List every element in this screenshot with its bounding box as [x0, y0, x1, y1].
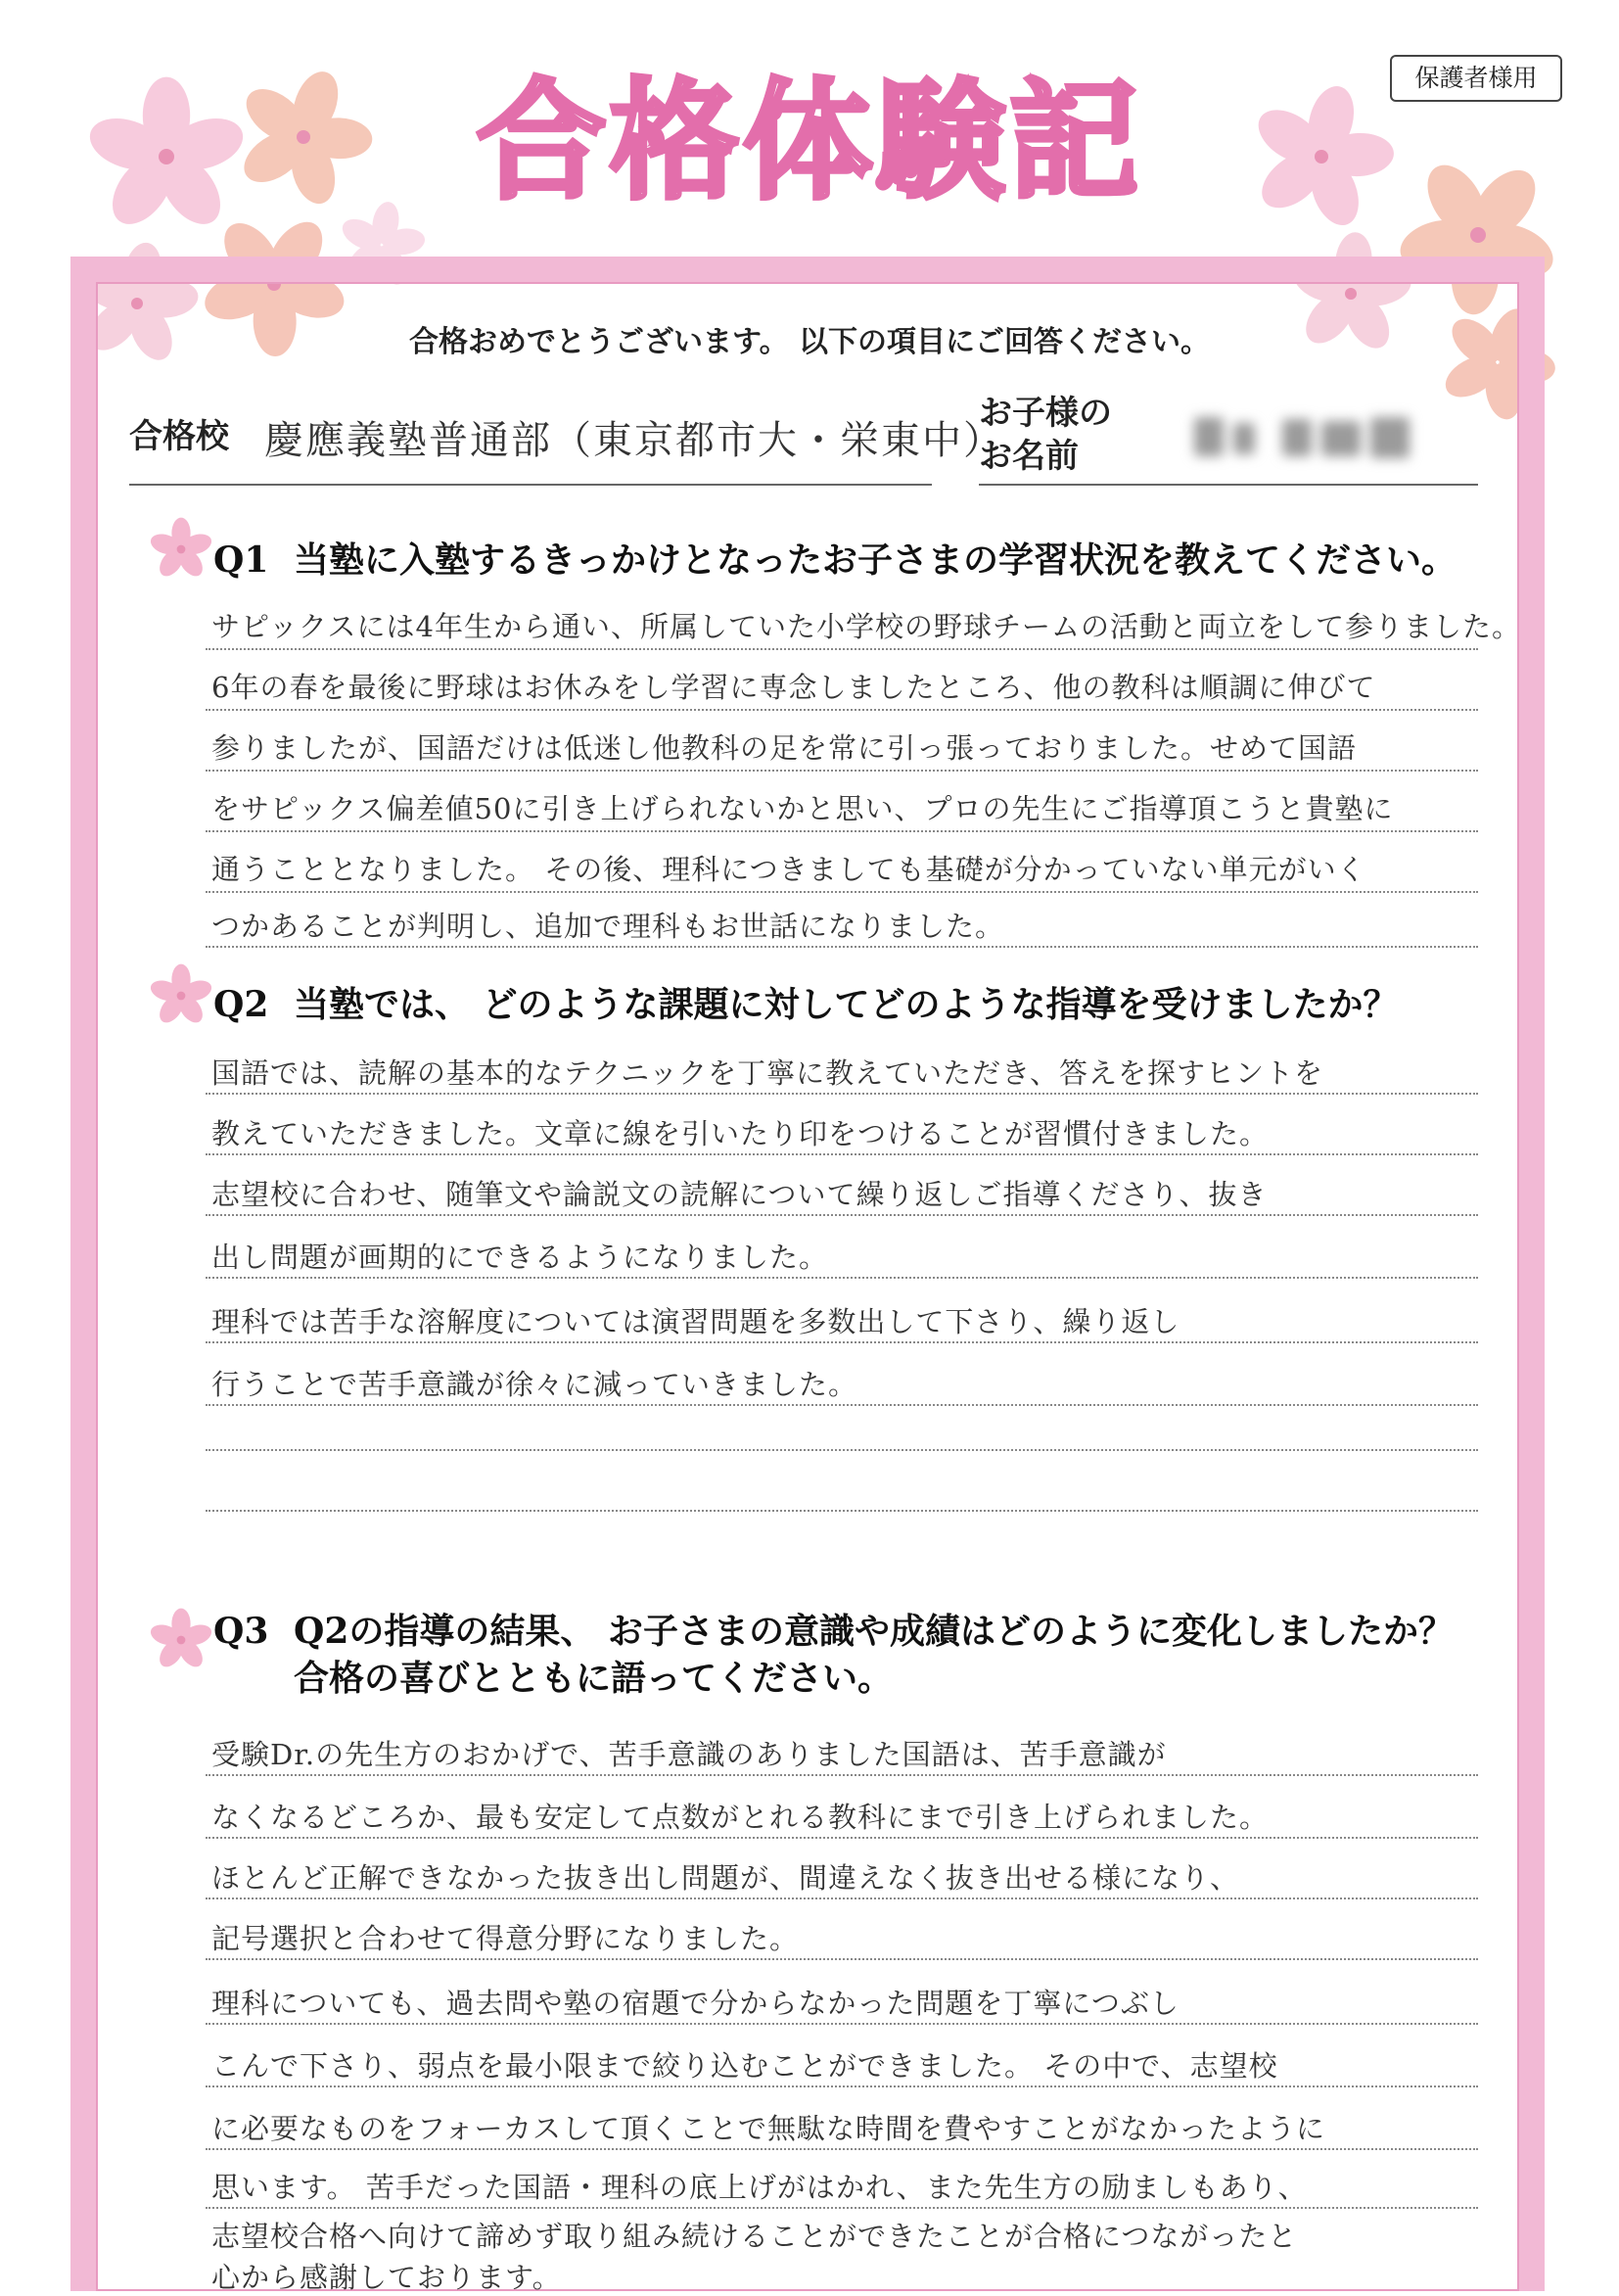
ruled-line — [206, 1774, 1478, 1776]
answer-line: に必要なものをフォーカスして頂くことで無駄な時間を費やすことがなかったように — [211, 2112, 1325, 2145]
flower-icon — [147, 961, 215, 1030]
question-2 — [213, 981, 1399, 1028]
answer-line: 理科についても、過去問や塾の宿題で分からなかった問題を丁寧につぶし — [211, 1987, 1180, 2020]
question-number: Q1 — [213, 539, 269, 581]
question-3 — [213, 1608, 1454, 1702]
ruled-line — [206, 1153, 1478, 1155]
ruled-line — [206, 648, 1478, 650]
intro-text: 合格おめでとうございます。 以下の項目にご回答ください。 — [408, 325, 1211, 359]
answer-line: 教えていただきました。文章に線を引いたり印をつけることが習慣付きました。 — [211, 1117, 1270, 1150]
question-text-line-2: 合格の喜びとともに語ってください。 — [294, 1658, 894, 1699]
question-text: 当塾では、 どのような課題に対してどのような指導を受けましたか？ — [294, 984, 1399, 1025]
answer-line: 6年の春を最後に野球はお休みをし学習に専念しましたところ、他の教科は順調に伸びて — [211, 671, 1376, 704]
answer-line: サピックスには4年生から通い、所属していた小学校の野球チームの活動と両立をして参りました。 — [211, 610, 1522, 643]
ruled-line — [206, 2085, 1478, 2087]
question-text: 当塾に入塾するきっかけとなったお子さまの学習状況を教えてください。 — [294, 539, 1457, 581]
ruled-line — [206, 1404, 1478, 1406]
answer-line: 出し問題が画期的にできるようになりました。 — [211, 1241, 829, 1274]
ruled-line — [206, 1341, 1478, 1343]
school-underline — [129, 484, 932, 486]
name-label-line-2: お名前 — [979, 437, 1079, 476]
ruled-line — [206, 1277, 1478, 1279]
answer-line: 思います。 苦手だった国語・理科の底上げがはかれ、また先生方の励ましもあり、 — [211, 2171, 1308, 2204]
name-underline — [979, 484, 1478, 486]
school-label: 合格校 — [129, 417, 229, 456]
answer-line: つかあることが判明し、追加で理科もお世話になりました。 — [211, 910, 1005, 943]
question-number: Q3 — [213, 1611, 269, 1652]
answer-line: ほとんど正解できなかった抜き出し問題が、間違えなく抜き出せる様になり、 — [211, 1861, 1240, 1895]
answer-line: 心から感謝しております。 — [211, 2261, 562, 2294]
answer-line: 理科では苦手な溶解度については演習問題を多数出して下さり、繰り返し — [211, 1305, 1180, 1338]
ruled-line — [206, 1898, 1478, 1899]
answer-line: 通うこととなりました。 その後、理科につきましても基礎が分かっていない単元がいく — [211, 853, 1366, 886]
answer-line: 行うことで苦手意識が徐々に減っていきました。 — [211, 1368, 858, 1401]
ruled-line — [206, 1510, 1478, 1512]
flower-icon — [147, 1606, 215, 1674]
ruled-line — [206, 1958, 1478, 1960]
answer-line: をサピックス偏差値50に引き上げられないかと思い、プロの先生にご指導頂こうと貴塾に — [211, 792, 1394, 825]
ruled-line — [206, 891, 1478, 893]
ruled-line — [206, 1093, 1478, 1095]
question-text: Q2の指導の結果、 お子さまの意識や成績はどのように変化しましたか？ — [294, 1611, 1454, 1652]
answer-line: 志望校に合わせ、随筆文や論説文の読解について繰り返しご指導くださり、抜き — [211, 1178, 1268, 1211]
question-number: Q2 — [213, 984, 269, 1025]
school-value: 慶應義塾普通部（東京都市大・栄東中） — [264, 418, 1004, 463]
audience-badge: 保護者様用 — [1390, 55, 1562, 102]
ruled-line — [206, 946, 1478, 948]
ruled-line — [206, 2023, 1478, 2025]
answer-line: こんで下さり、弱点を最小限まで絞り込むことができました。 その中で、志望校 — [211, 2049, 1278, 2083]
flower-icon — [147, 515, 215, 584]
ruled-line — [206, 830, 1478, 832]
page-title: 合格体験記 — [477, 66, 1142, 217]
ruled-line — [206, 2148, 1478, 2150]
ruled-line — [206, 770, 1478, 772]
ruled-line — [206, 709, 1478, 711]
answer-line: なくなるどころか、最も安定して点数がとれる教科にまで引き上げられました。 — [211, 1801, 1270, 1834]
name-label — [979, 392, 1112, 478]
answer-line: 参りましたが、国語だけは低迷し他教科の足を常に引っ張っておりました。せめて国語 — [211, 731, 1358, 765]
answer-line: 志望校合格へ向けて諦めず取り組み続けることができたことが合格につながったと — [211, 2220, 1298, 2253]
name-redacted — [1194, 409, 1419, 464]
answer-line: 受験Dr.の先生方のおかげで、苦手意識のありました国語は、苦手意識が — [211, 1738, 1167, 1771]
name-label-line-1: お子様の — [979, 394, 1112, 433]
ruled-line — [206, 1449, 1478, 1451]
ruled-line — [206, 2207, 1478, 2209]
answer-line: 国語では、読解の基本的なテクニックを丁寧に教えていただき、答えを探すヒントを — [211, 1056, 1323, 1090]
ruled-line — [206, 1837, 1478, 1839]
question-1 — [213, 537, 1457, 584]
answer-line: 記号選択と合わせて得意分野になりました。 — [211, 1922, 800, 1955]
ruled-line — [206, 1214, 1478, 1216]
